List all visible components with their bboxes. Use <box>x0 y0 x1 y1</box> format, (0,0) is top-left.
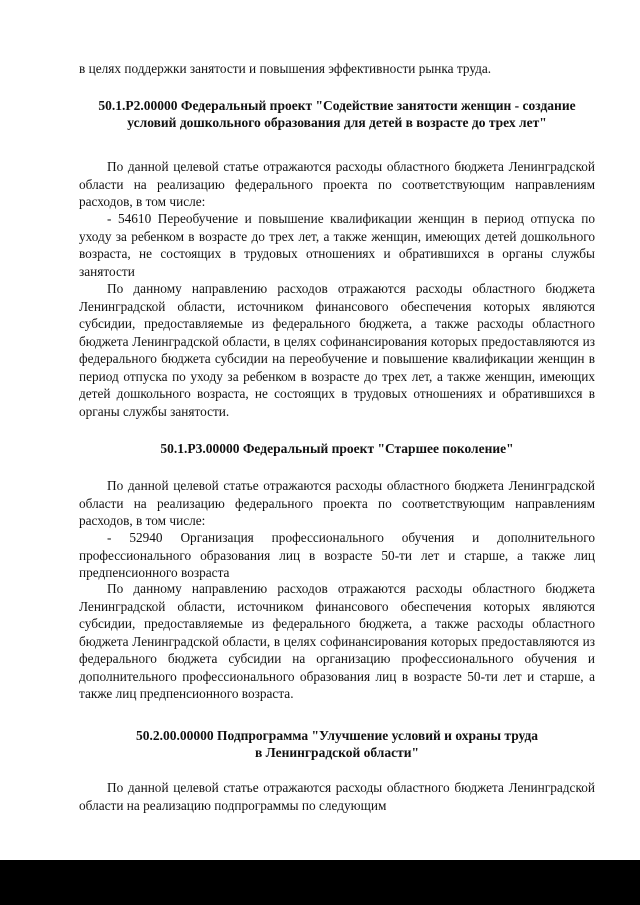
intro-line: в целях поддержки занятости и повышения эффективности рынка труда. <box>79 61 492 76</box>
section-p3-heading: 50.1.P3.00000 Федеральный проект "Старшее поколение" <box>160 441 514 456</box>
section-sub2-heading-line2: в Ленинградской области" <box>254 745 420 760</box>
section-p2-heading: 50.1.P2.00000 Федеральный проект "Содействие занятости женщин - создание условий дошкольного образования для детей в возрасте до трех лет" <box>98 98 576 130</box>
section-sub2-paragraph-1: По данной целевой статье отражаются расходы областного бюджета Ленинградской области на реализацию подпрограммы по следующим <box>79 780 595 813</box>
section-p3-paragraph-1: По данной целевой статье отражаются расходы областного бюджета Ленинградской области на реализацию федерального проекта по соответствующим направлениям расходов, в том числе: <box>79 478 595 528</box>
section-p3-paragraph-3: По данному направлению расходов отражаются расходы областного бюджета Ленинградской области, источником финансового обеспечения которых являются субсидии, предоставляемые из федерального бюджета, а также расходы областного бюджета Ленинградской области, в целях софинансирования которых предоставляются из федерального бюджета субсидии на организацию профессионального обучения и дополнительного профессионального образования лиц в возрасте 50-ти лет и старше, а также лиц предпенсионного возраста. <box>79 581 595 701</box>
section-p3-item-52940: - 52940 Организация профессионального обучения и дополнительного профессионального образования лиц в возрасте 50-ти лет и старше, а также лиц предпенсионного возраста <box>79 530 595 580</box>
section-p2-paragraph-3: По данному направлению расходов отражаются расходы областного бюджета Ленинградской области, источником финансового обеспечения которых являются субсидии, предоставляемые из федерального бюджета, а также расходы областного бюджета Ленинградской области, в целях софинансирования которых предоставляются из федерального бюджета субсидии на переобучение и повышение квалификации женщин в период отпуска по уходу за ребенком в возрасте до трех лет, а также женщин, имеющих детей дошкольного возраста, не состоящих в трудовых отношениях и обратившихся в органы службы занятости. <box>79 281 595 419</box>
section-sub2-heading-line1: 50.2.00.00000 Подпрограмма "Улучшение условий и охраны труда <box>135 728 539 743</box>
section-p2-item-54610: - 54610 Переобучение и повышение квалификации женщин в период отпуска по уходу за ребенком в возрасте до трех лет, а также женщин, имеющих детей дошкольного возраста, не состоящих в трудовых отношениях и обратившихся в органы службы занятости <box>79 211 595 279</box>
scan-border <box>0 860 640 905</box>
section-p2-paragraph-1: По данной целевой статье отражаются расходы областного бюджета Ленинградской области на реализацию федерального проекта по соответствующим направлениям расходов, в том числе: <box>79 159 595 209</box>
